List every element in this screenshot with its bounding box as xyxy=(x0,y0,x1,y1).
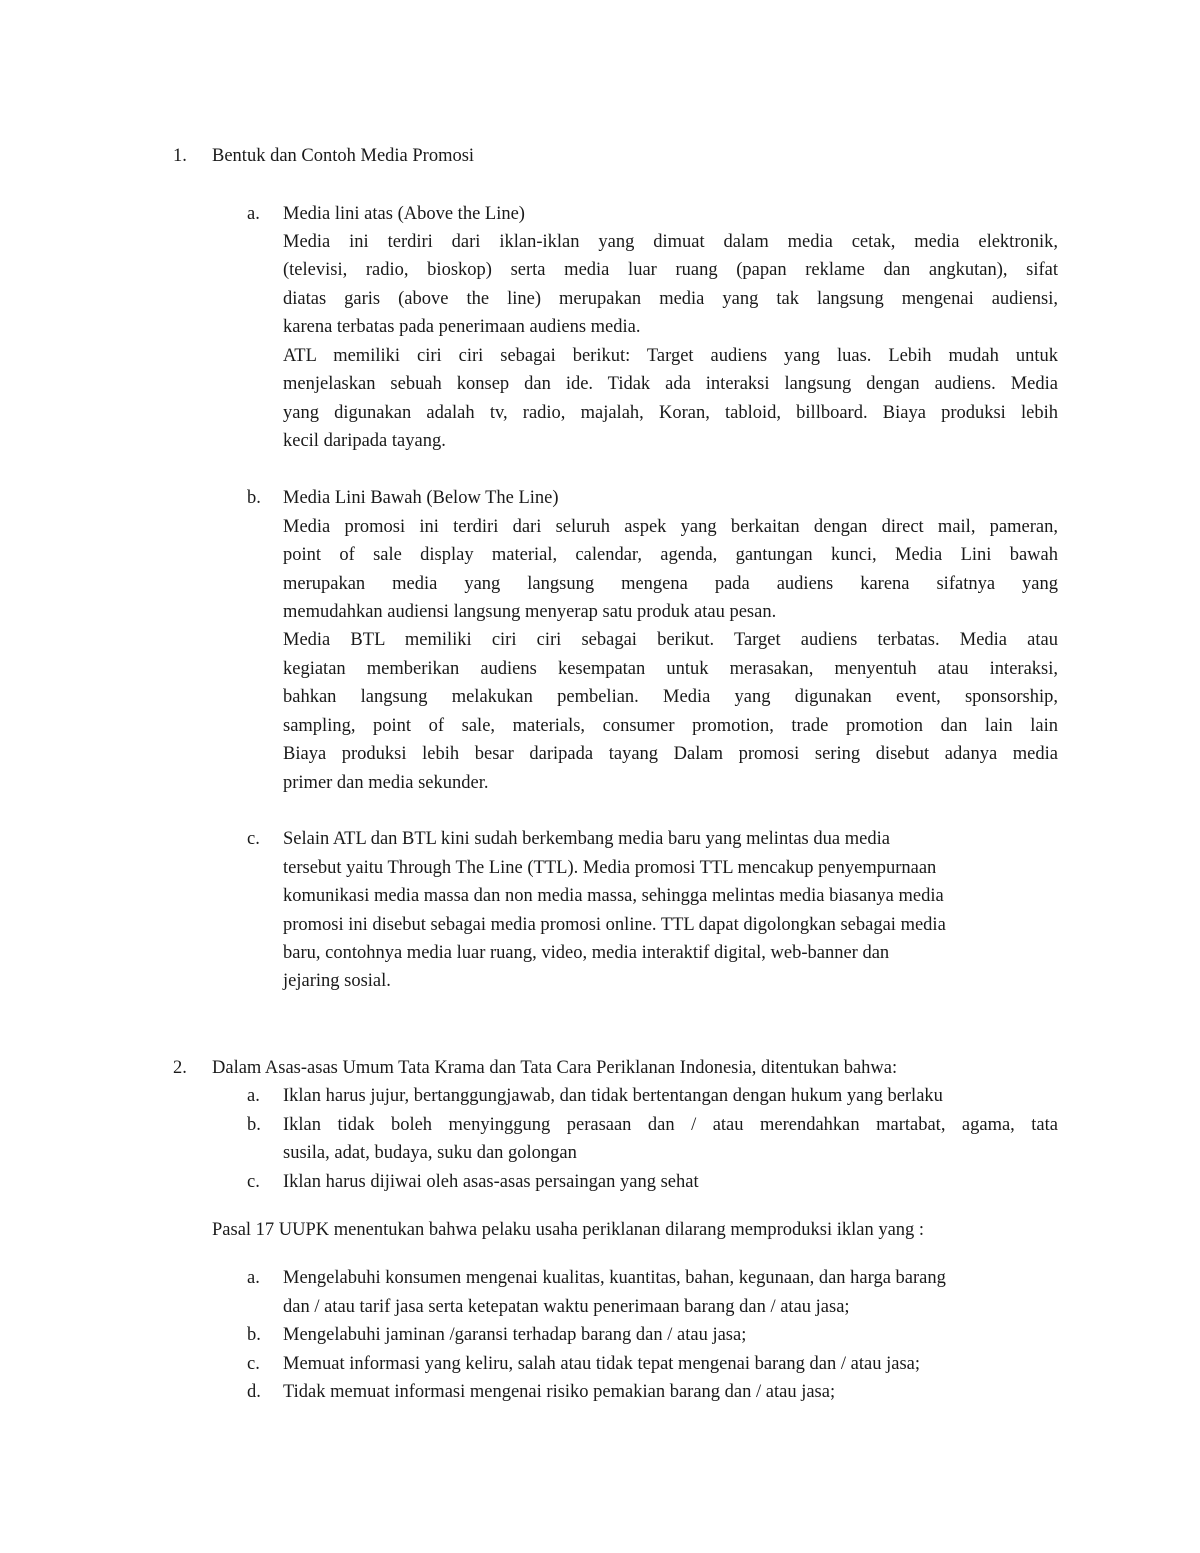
item-letter: a. xyxy=(247,1086,260,1106)
paragraph-line: kegiatan memberikan audiens kesempatan untuk merasakan, menyentuh atau interaksi, xyxy=(283,659,1058,679)
list-item-text: Tidak memuat informasi mengenai risiko pemakian barang dan / atau jasa; xyxy=(283,1382,836,1402)
paragraph-line: kecil daripada tayang. xyxy=(283,431,446,451)
paragraph-line: bahkan langsung melakukan pembelian. Media yang digunakan event, sponsorship, xyxy=(283,687,1058,707)
paragraph-line: jejaring sosial. xyxy=(283,971,391,991)
section-number: 2. xyxy=(173,1058,187,1078)
item-letter: a. xyxy=(247,1268,260,1288)
paragraph-line: tersebut yaitu Through The Line (TTL). Media promosi TTL mencakup penyempurnaan xyxy=(283,858,937,878)
item-letter: c. xyxy=(247,1172,260,1192)
item-letter: c. xyxy=(247,1354,260,1374)
item-heading: Media Lini Bawah (Below The Line) xyxy=(283,488,559,508)
paragraph-line: Media promosi ini terdiri dari seluruh aspek yang berkaitan dengan direct mail, pameran, xyxy=(283,517,1058,537)
paragraph-line: baru, contohnya media luar ruang, video, media interaktif digital, web-banner dan xyxy=(283,943,890,963)
item-letter: b. xyxy=(247,1115,261,1135)
list-item-text: Iklan tidak boleh menyinggung perasaan dan / atau merendahkan martabat, agama, tata xyxy=(283,1115,1058,1135)
section-number: 1. xyxy=(173,146,187,166)
paragraph-line: diatas garis (above the line) merupakan media yang tak langsung mengenai audiensi, xyxy=(283,289,1058,309)
paragraph-line: (televisi, radio, bioskop) serta media luar ruang (papan reklame dan angkutan), sifat xyxy=(283,260,1058,280)
paragraph-line: yang digunakan adalah tv, radio, majalah, Koran, tabloid, billboard. Biaya produksi lebih xyxy=(283,403,1058,423)
paragraph-line: Selain ATL dan BTL kini sudah berkembang media baru yang melintas dua media xyxy=(283,829,890,849)
list-item-text: Iklan harus jujur, bertanggungjawab, dan tidak bertentangan dengan hukum yang berlaku xyxy=(283,1086,943,1106)
list-item-text: Mengelabuhi jaminan /garansi terhadap barang dan / atau jasa; xyxy=(283,1325,747,1345)
item-letter: b. xyxy=(247,1325,261,1345)
paragraph-line: sampling, point of sale, materials, consumer promotion, trade promotion dan lain lain xyxy=(283,716,1058,736)
paragraph-line: Media BTL memiliki ciri ciri sebagai berikut. Target audiens terbatas. Media atau xyxy=(283,630,1058,650)
list-item-text: Mengelabuhi konsumen mengenai kualitas, kuantitas, bahan, kegunaan, dan harga barang xyxy=(283,1268,946,1288)
item-letter: d. xyxy=(247,1382,261,1402)
paragraph-line: menjelaskan sebuah konsep dan ide. Tidak ada interaksi langsung dengan audiens. Media xyxy=(283,374,1058,394)
paragraph-line: primer dan media sekunder. xyxy=(283,773,489,793)
paragraph-line: karena terbatas pada penerimaan audiens media. xyxy=(283,317,641,337)
list-item-text: Iklan harus dijiwai oleh asas-asas persaingan yang sehat xyxy=(283,1172,699,1192)
list-item-text: dan / atau tarif jasa serta ketepatan waktu penerimaan barang dan / atau jasa; xyxy=(283,1297,850,1317)
list-item-text: Memuat informasi yang keliru, salah atau tidak tepat mengenai barang dan / atau jasa; xyxy=(283,1354,920,1374)
item-heading: Media lini atas (Above the Line) xyxy=(283,204,525,224)
pasal-intro: Pasal 17 UUPK menentukan bahwa pelaku usaha periklanan dilarang memproduksi iklan yang : xyxy=(212,1220,925,1240)
paragraph-line: merupakan media yang langsung mengena pada audiens karena sifatnya yang xyxy=(283,574,1058,594)
paragraph-line: Biaya produksi lebih besar daripada tayang Dalam promosi sering disebut adanya media xyxy=(283,744,1058,764)
section-title: Dalam Asas-asas Umum Tata Krama dan Tata Cara Periklanan Indonesia, ditentukan bahwa: xyxy=(212,1058,898,1078)
paragraph-line: Media ini terdiri dari iklan-iklan yang dimuat dalam media cetak, media elektronik, xyxy=(283,232,1058,252)
section-title: Bentuk dan Contoh Media Promosi xyxy=(212,146,475,166)
paragraph-line: memudahkan audiensi langsung menyerap satu produk atau pesan. xyxy=(283,602,777,622)
paragraph-line: point of sale display material, calendar, agenda, gantungan kunci, Media Lini bawah xyxy=(283,545,1058,565)
item-letter: a. xyxy=(247,204,260,224)
item-letter: b. xyxy=(247,488,261,508)
paragraph-line: promosi ini disebut sebagai media promosi online. TTL dapat digolongkan sebagai media xyxy=(283,915,946,935)
paragraph-line: ATL memiliki ciri ciri sebagai berikut: Target audiens yang luas. Lebih mudah untuk xyxy=(283,346,1058,366)
list-item-text: susila, adat, budaya, suku dan golongan xyxy=(283,1143,577,1163)
paragraph-line: komunikasi media massa dan non media massa, sehingga melintas media biasanya media xyxy=(283,886,944,906)
item-letter: c. xyxy=(247,829,260,849)
